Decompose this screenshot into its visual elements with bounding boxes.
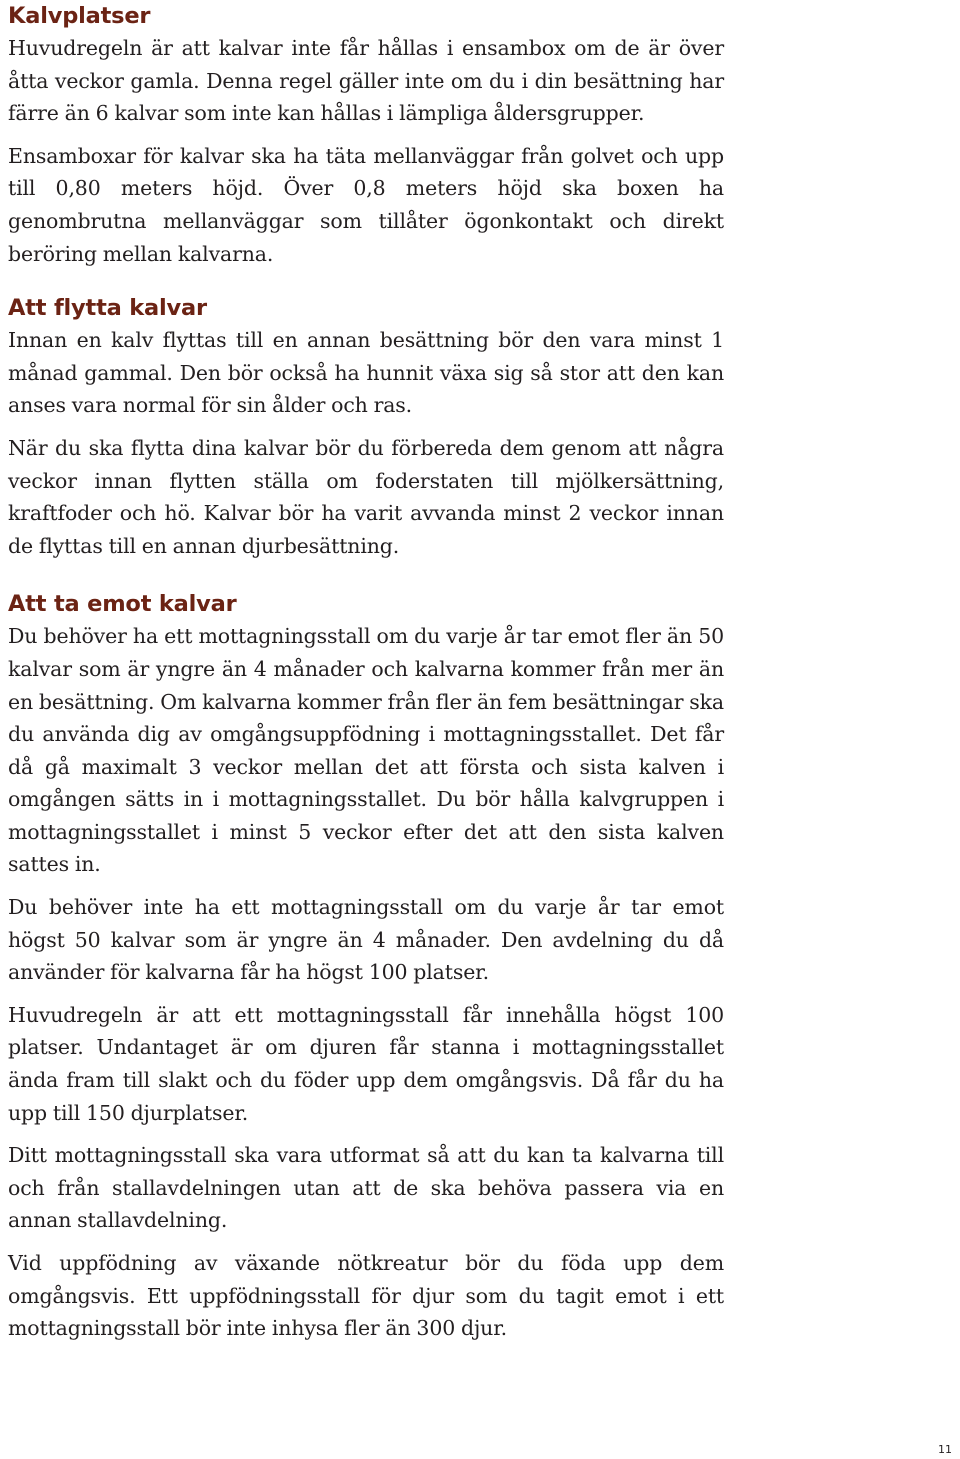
paragraph: Huvudregeln är att kalvar inte får hållas i ensambox om de är över åtta veckor gamla. Denna regel gäller inte om du i din besättning har färre än 6 kalvar som inte kan hållas i lämpliga åldersgrupper.: [8, 36, 724, 126]
section-kalvplatser: [8, 0, 724, 270]
paragraph: Huvudregeln är att ett mottagningsstall får innehålla högst 100 platser. Undantaget är om djuren får stanna i mottagningsstallet ända fram till slakt och du föder upp dem omgångsvis. Då får du ha upp till 150 djurplatser.: [8, 1002, 724, 1125]
page-number: 11: [938, 1443, 952, 1456]
paragraph: Du behöver ha ett mottagningsstall om du varje år tar emot fler än 50 kalvar som är yngre än 4 månader och kalvarna kommer från mer än en besättning. Om kalvarna kommer från fler än fem besättningar ska du använda dig av omgångsuppfödning i mottagningsstallet. Det får då gå maximalt 3 veckor mellan det att första och sista kalven i omgången sätts in i mottagningsstallet. Du bör hålla kalvgruppen i mottagningsstallet i minst 5 veckor efter det att den sista kalven sattes in.: [8, 624, 724, 877]
section-heading: Kalvplatser: [8, 3, 151, 29]
paragraph: Innan en kalv flyttas till en annan besättning bör den vara minst 1 månad gammal. Den bör också ha hunnit växa sig så stor att den kan anses vara normal för sin ålder och ras.: [8, 328, 724, 418]
section-att-ta-emot-kalvar: [8, 588, 724, 1344]
section-heading: Att ta emot kalvar: [8, 591, 237, 618]
section-heading: Att flytta kalvar: [8, 295, 207, 322]
document-page: [8, 0, 724, 1345]
paragraph: När du ska flytta dina kalvar bör du förbereda dem genom att några veckor innan flytten ställa om foderstaten till mjölkersättning, kraftfoder och hö. Kalvar bör ha varit avvanda minst 2 veckor innan de flyttas till en annan djurbesättning.: [8, 435, 724, 558]
paragraph: Du behöver inte ha ett mottagningsstall om du varje år tar emot högst 50 kalvar som är yngre än 4 månader. Den avdelning du då använder för kalvarna får ha högst 100 platser.: [8, 895, 724, 985]
section-att-flytta-kalvar: [8, 292, 724, 562]
paragraph: Ditt mottagningsstall ska vara utformat så att du kan ta kalvarna till och från stallavdelningen utan att de ska behöva passera via en annan stallavdelning.: [8, 1143, 724, 1233]
paragraph: Vid uppfödning av växande nötkreatur bör du föda upp dem omgångsvis. Ett uppfödningsstall för djur som du tagit emot i ett mottagningsstall bör inte inhysa fler än 300 djur.: [8, 1251, 724, 1341]
paragraph: Ensamboxar för kalvar ska ha täta mellanväggar från golvet och upp till 0,80 meters höjd. Över 0,8 meters höjd ska boxen ha genombrutna mellanväggar som tillåter ögonkontakt och direkt beröring mellan kalvarna.: [8, 143, 724, 266]
